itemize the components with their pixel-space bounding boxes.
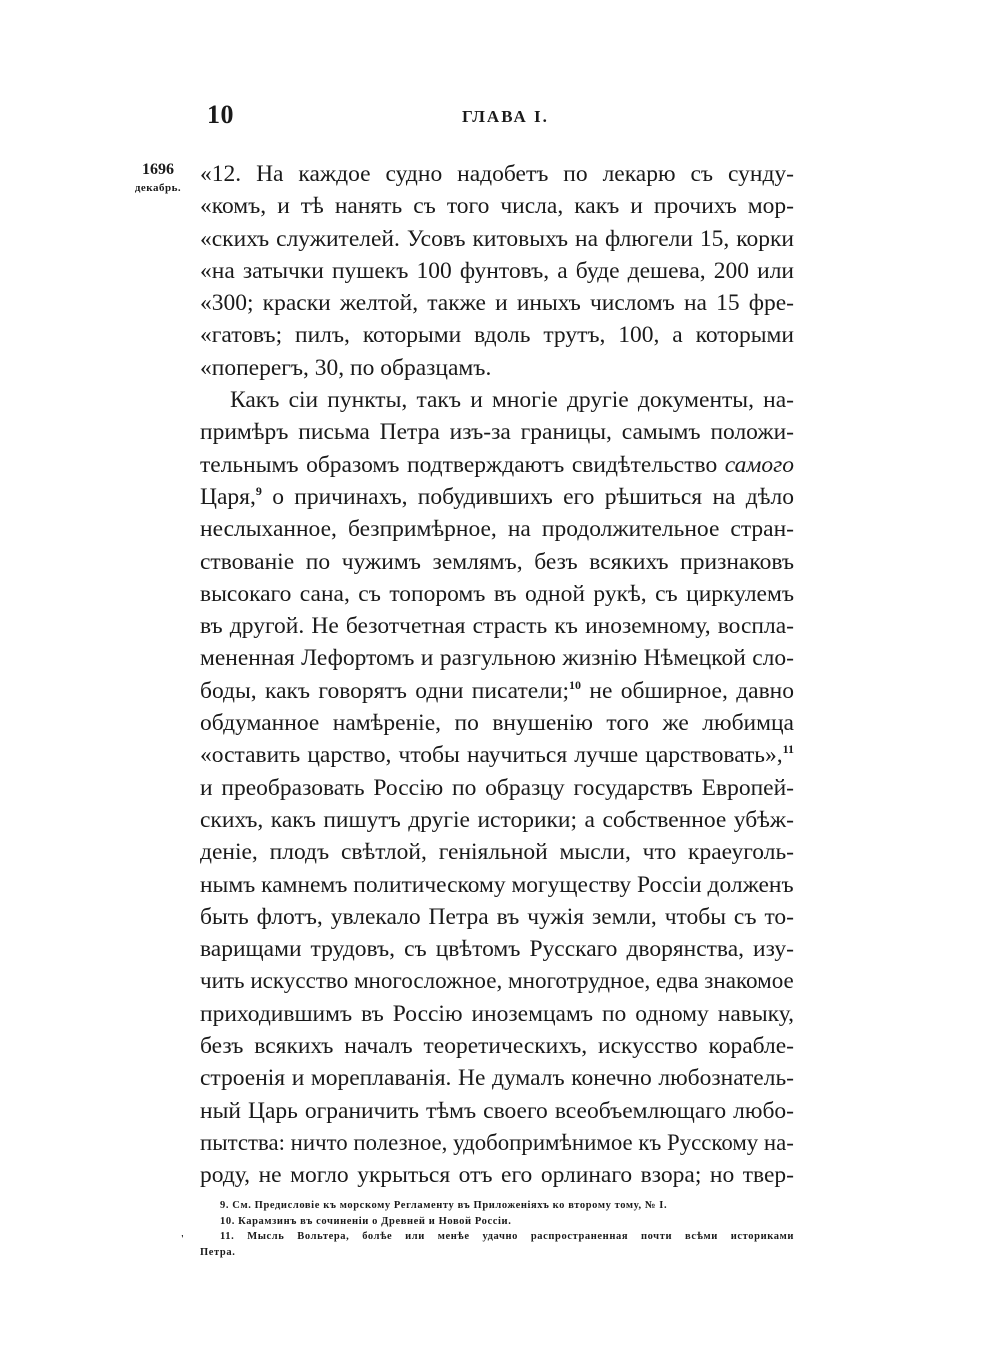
text-line: варищами трудовъ, съ цвѣтомъ Русскаго дворянства, изу- bbox=[200, 936, 794, 963]
footnote-11: 11. Мысль Вольтера, болѣе или менѣе удачно распространенная почти всѣми историками bbox=[220, 1231, 794, 1242]
text-line: скихъ, какъ пишутъ другіе историки; а собственное убѣж- bbox=[200, 806, 794, 833]
text-line: примѣръ письма Петра изъ-за границы, самымъ положи- bbox=[200, 419, 794, 446]
text-fragment: тельнымъ образомъ подтверждаютъ свидѣтельство bbox=[200, 451, 718, 478]
text-line: «12. На каждое судно надобетъ по лекарю съ сунду- bbox=[200, 161, 794, 187]
text-line: деніе, плодъ свѣтлой, геніяльной мысли, что краеуголь- bbox=[200, 839, 794, 866]
text-line: въ другой. Не безотчетная страсть къ иноземному, воспла- bbox=[200, 613, 794, 640]
text-line: ный Царь ограничить тѣмъ своего всеобъемлющаго любо- bbox=[200, 1097, 794, 1124]
text-fragment: не обширное, давно bbox=[589, 677, 795, 704]
page-number: 10 bbox=[207, 100, 234, 129]
text-line: неслыханное, безпримѣрное, на продолжительное стран- bbox=[200, 516, 794, 543]
text-fragment: Царя, bbox=[200, 483, 256, 510]
footnote-9: 9. См. Предисловіе къ морскому Регламенту въ Приложеніяхъ ко второму тому, № I. bbox=[220, 1200, 668, 1211]
chapter-running-head: ГЛАВА I. bbox=[462, 107, 549, 126]
text-line: безъ всякихъ началъ теоретическихъ, искусство корабле- bbox=[200, 1033, 794, 1060]
text-line bbox=[200, 739, 794, 771]
italic-emphasis: самого bbox=[724, 451, 795, 478]
text-line: нымъ камнемъ политическому могуществу Россіи долженъ bbox=[200, 871, 794, 898]
text-line: быть флотъ, увлекало Петра въ чужія земли, чтобы съ то- bbox=[200, 903, 794, 930]
text-line: мененная Лефортомъ и разгульною жизнію Нѣмецкой сло- bbox=[200, 645, 794, 672]
footnote-ref-10[interactable]: 10 bbox=[569, 677, 582, 692]
footnote-ref-11[interactable]: 11 bbox=[782, 742, 794, 757]
text-line: приходившимъ въ Россію иноземцамъ по одному навыку, bbox=[200, 1000, 794, 1027]
text-fragment: боды, какъ говорятъ одни писатели; bbox=[200, 677, 570, 704]
margin-date-note bbox=[118, 160, 198, 196]
paragraph-start-line: Какъ сіи пункты, такъ и многіе другіе документы, на- bbox=[230, 387, 794, 414]
text-line: роду, не могло укрыться отъ его орлинаго взора; но твер- bbox=[200, 1162, 794, 1189]
text-line: «на затычки пушекъ 100 фунтовъ, а буде дешева, 200 или bbox=[200, 257, 794, 284]
text-line: «поперегъ, 30, по образцамъ. bbox=[200, 354, 492, 381]
text-line bbox=[200, 449, 794, 481]
text-fragment: «оставить царство, чтобы научиться лучше царствовать», bbox=[200, 742, 783, 769]
print-speck-mark: ' bbox=[181, 1234, 184, 1245]
text-line: и преобразовать Россію по образцу государствъ Европей- bbox=[200, 774, 794, 801]
text-line: строенія и мореплаванія. Не думалъ конечно любознатель- bbox=[200, 1065, 794, 1092]
text-line: ствованіе по чужимъ землямъ, безъ всякихъ признаковъ bbox=[200, 548, 794, 575]
footnote-ref-9[interactable]: 9 bbox=[255, 484, 262, 499]
text-line: высокаго сана, съ топоромъ въ одной рукѣ, съ циркулемъ bbox=[200, 580, 794, 607]
footnotes bbox=[200, 1198, 794, 1260]
page-header bbox=[207, 100, 797, 140]
text-line: пытства: ничто полезное, удобопримѣнимое къ Русскому на- bbox=[200, 1129, 794, 1156]
margin-month: декабрь. bbox=[134, 182, 182, 194]
text-line bbox=[200, 481, 794, 513]
margin-year: 1696 bbox=[142, 161, 174, 178]
footnote-10: 10. Карамзинъ въ сочиненіи о Древней и Новой Россіи. bbox=[220, 1215, 512, 1227]
main-text bbox=[200, 158, 794, 1192]
text-line: «комъ, и тѣ нанять съ того числа, какъ и прочихъ мор- bbox=[200, 193, 794, 220]
text-line: «скихъ служителей. Усовъ китовыхъ на флюгели 15, корки bbox=[200, 225, 794, 252]
text-line bbox=[200, 675, 794, 707]
text-fragment: о причинахъ, побудившихъ его рѣшиться на дѣло bbox=[272, 483, 794, 510]
footnote-11-continuation: Петра. bbox=[200, 1246, 236, 1258]
text-line: «гатовъ; пилъ, которыми вдоль трутъ, 100, а которыми bbox=[200, 322, 794, 349]
text-line: «300; краски желтой, также и иныхъ числомъ на 15 фре- bbox=[200, 290, 794, 317]
text-line: чить искусство многосложное, многотрудное, едва знакомое bbox=[200, 968, 794, 995]
text-line: обдуманное намѣреніе, по внушенію того же любимца bbox=[200, 710, 794, 737]
